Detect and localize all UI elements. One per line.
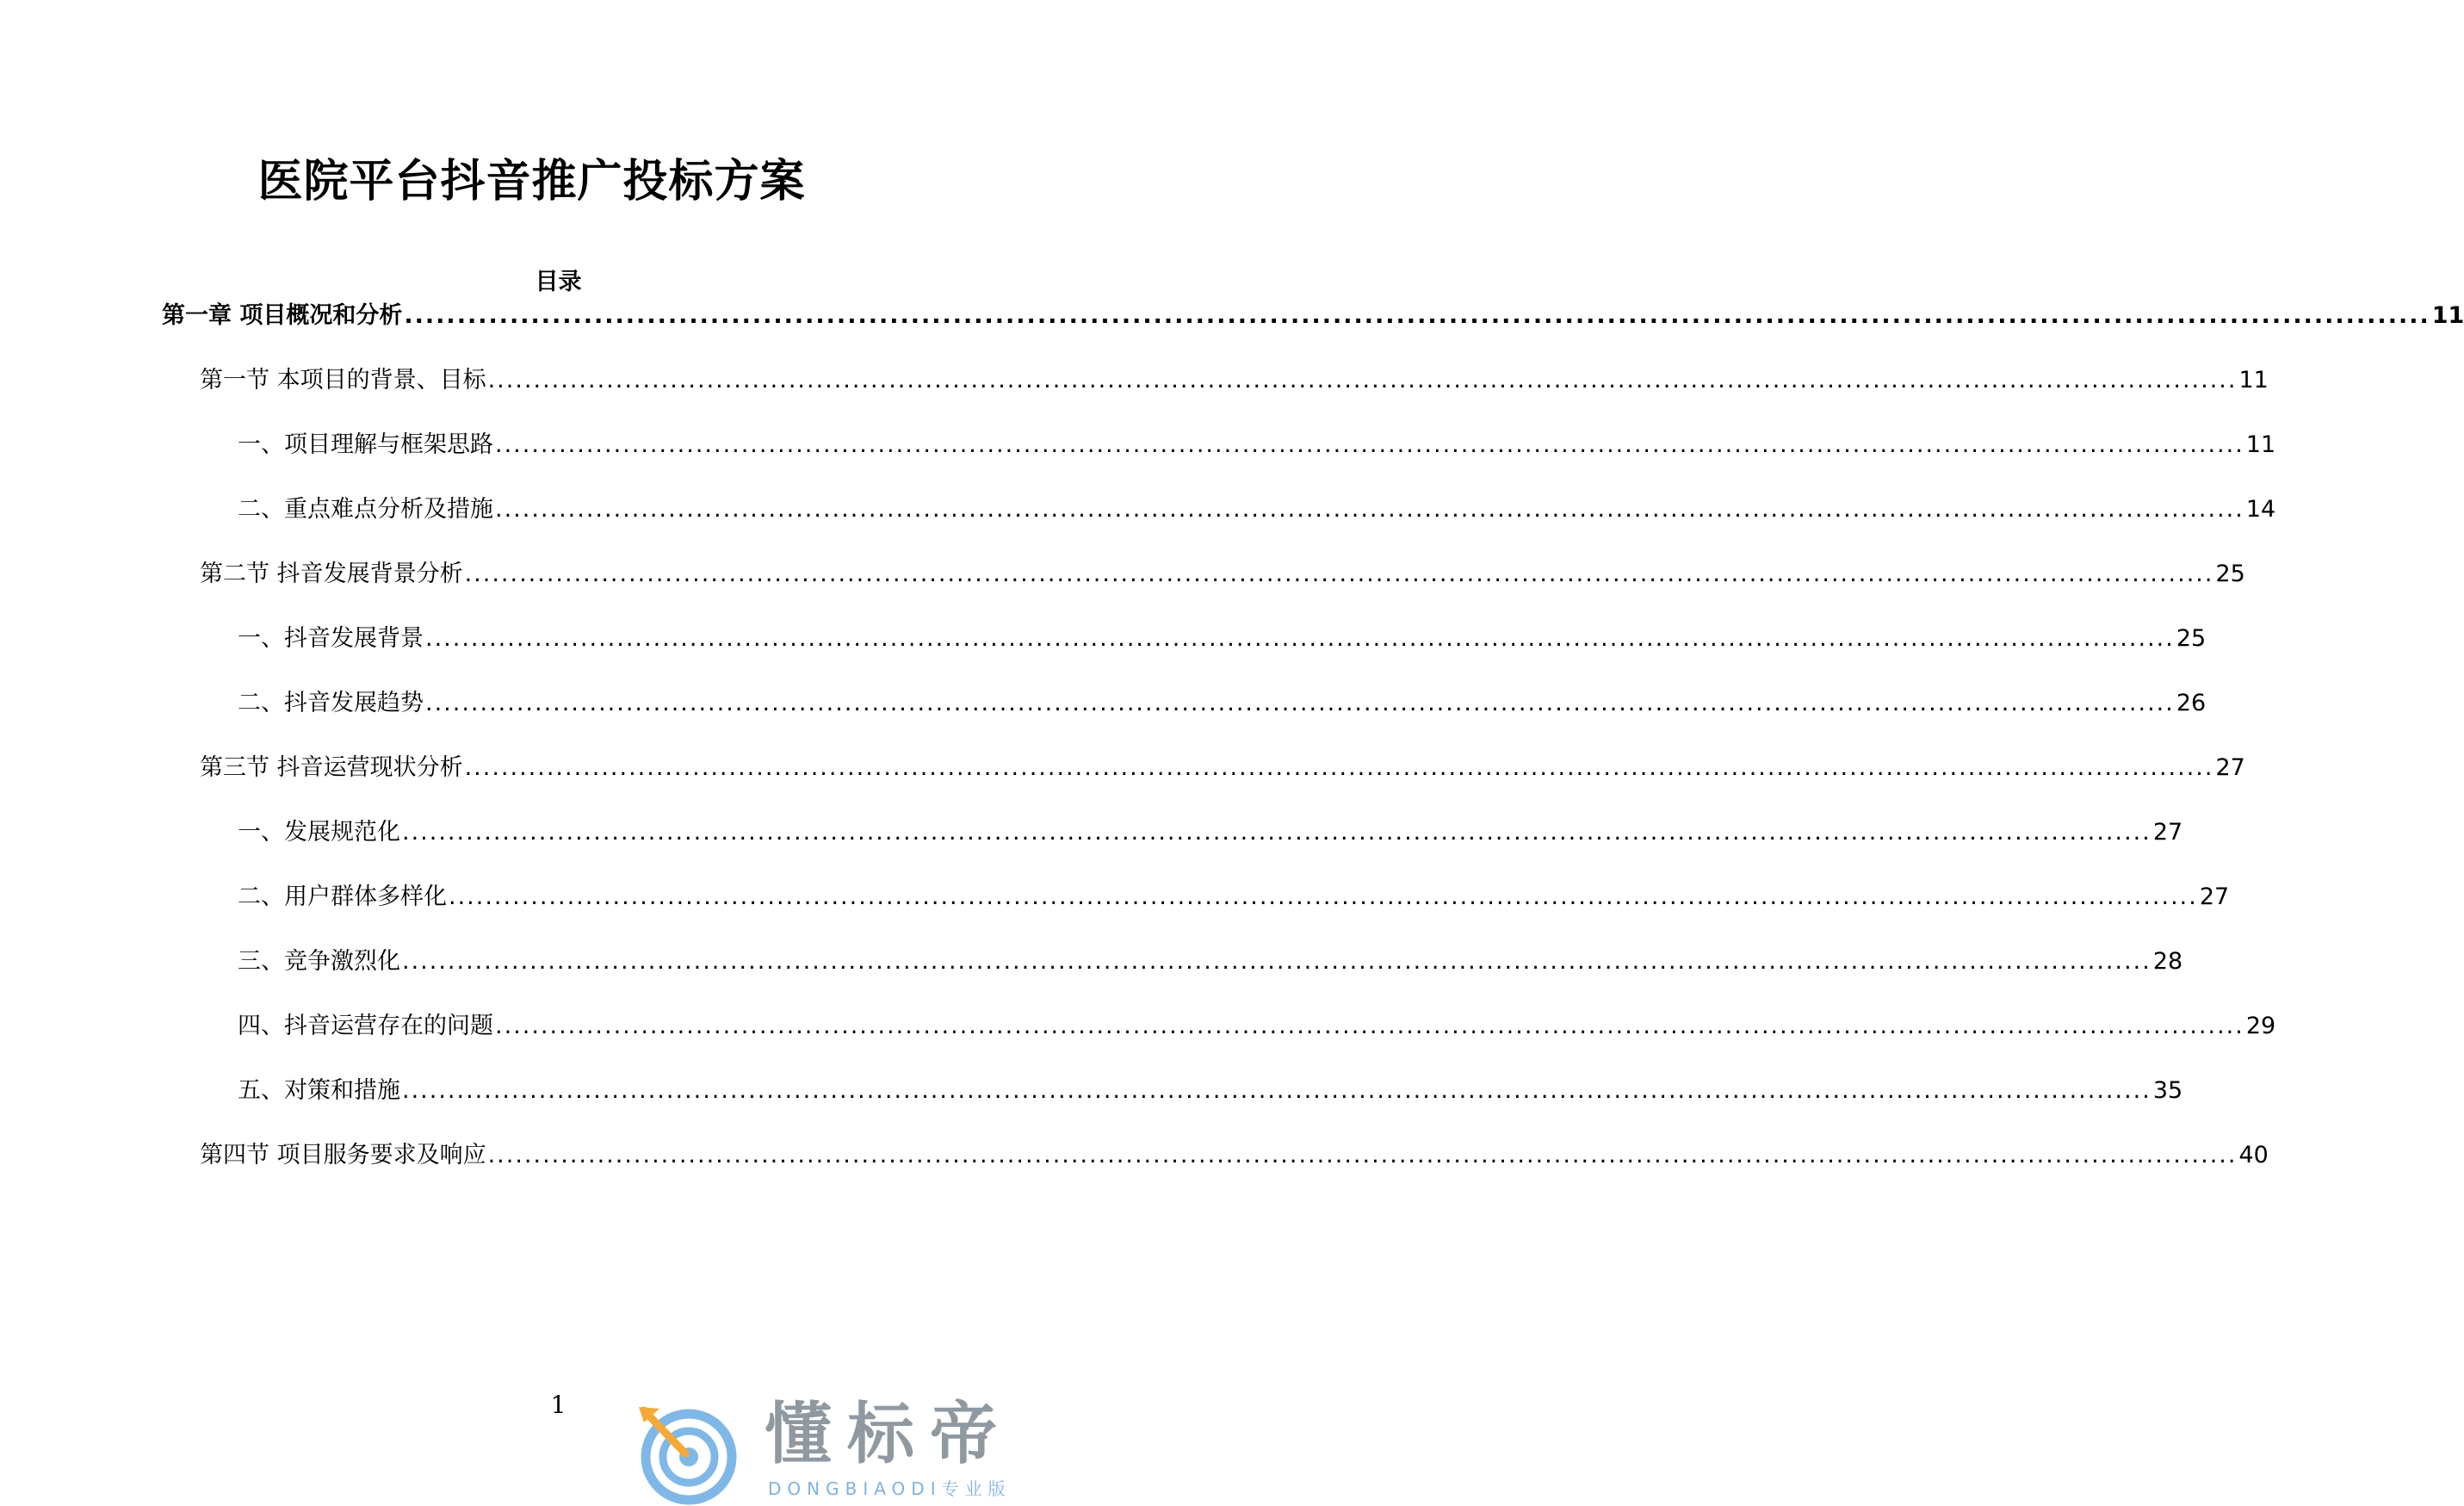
toc-entry-label: 一、抖音发展背景 [238,625,424,652]
toc-entry-item[interactable] [238,493,2276,527]
toc-entry-page: 25 [2215,561,2245,587]
toc-entry-section-1-1[interactable] [200,363,2269,398]
target-arrow-icon [635,1404,739,1505]
toc-entry-label: 一、发展规范化 [238,819,400,846]
toc-leader-dots: ................................................................................................................................................................................................ [495,496,2244,523]
toc-entry-page: 11 [2238,367,2269,394]
toc-entry-label: 四、抖音运营存在的问题 [238,1013,493,1039]
toc-entry-label: 一、项目理解与框架思路 [238,431,493,458]
toc-entry-page: 27 [2152,819,2183,846]
toc-leader-dots: ................................................................................................................................................................................................ [487,367,2238,394]
toc-leader-dots: ................................................................................................................................................................................................ [464,561,2214,587]
toc-entry-item[interactable] [238,815,2183,850]
toc-entry-item[interactable] [238,880,2230,914]
toc-entry-label: 三、竞争激烈化 [238,948,400,975]
toc-entry-page: 28 [2152,948,2183,975]
toc-entry-label: 二、重点难点分析及措施 [238,496,493,523]
toc-leader-dots: ................................................................................................................................................................................................ [487,1142,2238,1168]
toc-heading: 目录 [535,269,582,295]
toc-entry-page: 27 [2215,754,2245,781]
toc-entry-page: 11 [2431,302,2464,329]
toc-leader-dots: ................................................................................................................................................................................................ [402,948,2151,975]
toc-entry-label: 五、对策和措施 [238,1077,400,1104]
toc-entry-label: 第二节 抖音发展背景分析 [200,561,463,587]
toc-entry-page: 29 [2245,1013,2276,1039]
toc-entry-label: 二、抖音发展趋势 [238,690,424,716]
toc-entry-chapter-1[interactable] [162,299,2464,333]
toc-entry-section-1-4[interactable] [200,1138,2269,1173]
toc-leader-dots: ................................................................................................................................................................................................ [404,302,2430,329]
toc-entry-item[interactable] [238,686,2207,721]
toc-leader-dots: ................................................................................................................................................................................................ [449,883,2198,910]
toc-entry-page: 25 [2176,625,2207,652]
toc-leader-dots: ................................................................................................................................................................................................ [425,690,2175,716]
toc-entry-page: 11 [2245,431,2276,458]
toc-entry-item[interactable] [238,945,2183,979]
toc-entry-section-1-2[interactable] [200,557,2245,592]
toc-entry-page: 27 [2199,883,2230,910]
toc-entry-page: 26 [2176,690,2207,716]
toc-entry-label: 第四节 项目服务要求及响应 [200,1142,486,1168]
watermark [635,1395,1057,1505]
document-title: 医院平台抖音推广投标方案 [257,156,806,208]
toc-leader-dots: ................................................................................................................................................................................................ [402,1077,2151,1104]
toc-entry-page: 35 [2152,1077,2183,1104]
page-number: 1 [550,1391,566,1419]
toc-entry-item[interactable] [238,622,2207,656]
toc-entry-page: 40 [2238,1142,2269,1168]
toc-entry-item[interactable] [238,1074,2183,1108]
toc-leader-dots: ................................................................................................................................................................................................ [425,625,2175,652]
toc-entry-label: 第三节 抖音运营现状分析 [200,754,463,781]
toc-entry-label: 二、用户群体多样化 [238,883,447,910]
toc-entry-section-1-3[interactable] [200,751,2245,785]
toc-leader-dots: ................................................................................................................................................................................................ [402,819,2151,846]
toc-entry-page: 14 [2245,496,2276,523]
toc-entry-item[interactable] [238,428,2276,462]
toc-leader-dots: ................................................................................................................................................................................................ [495,1013,2244,1039]
toc-leader-dots: ................................................................................................................................................................................................ [495,431,2244,458]
watermark-brand: 懂标帝 [765,1396,1013,1473]
toc-entry-label: 第一节 本项目的背景、目标 [200,367,486,394]
watermark-subtitle: DONGBIAODI专业版 [768,1478,1012,1499]
toc-leader-dots: ................................................................................................................................................................................................ [464,754,2214,781]
toc-entry-label: 第一章 项目概况和分析 [162,302,403,329]
toc-entry-item[interactable] [238,1009,2276,1044]
